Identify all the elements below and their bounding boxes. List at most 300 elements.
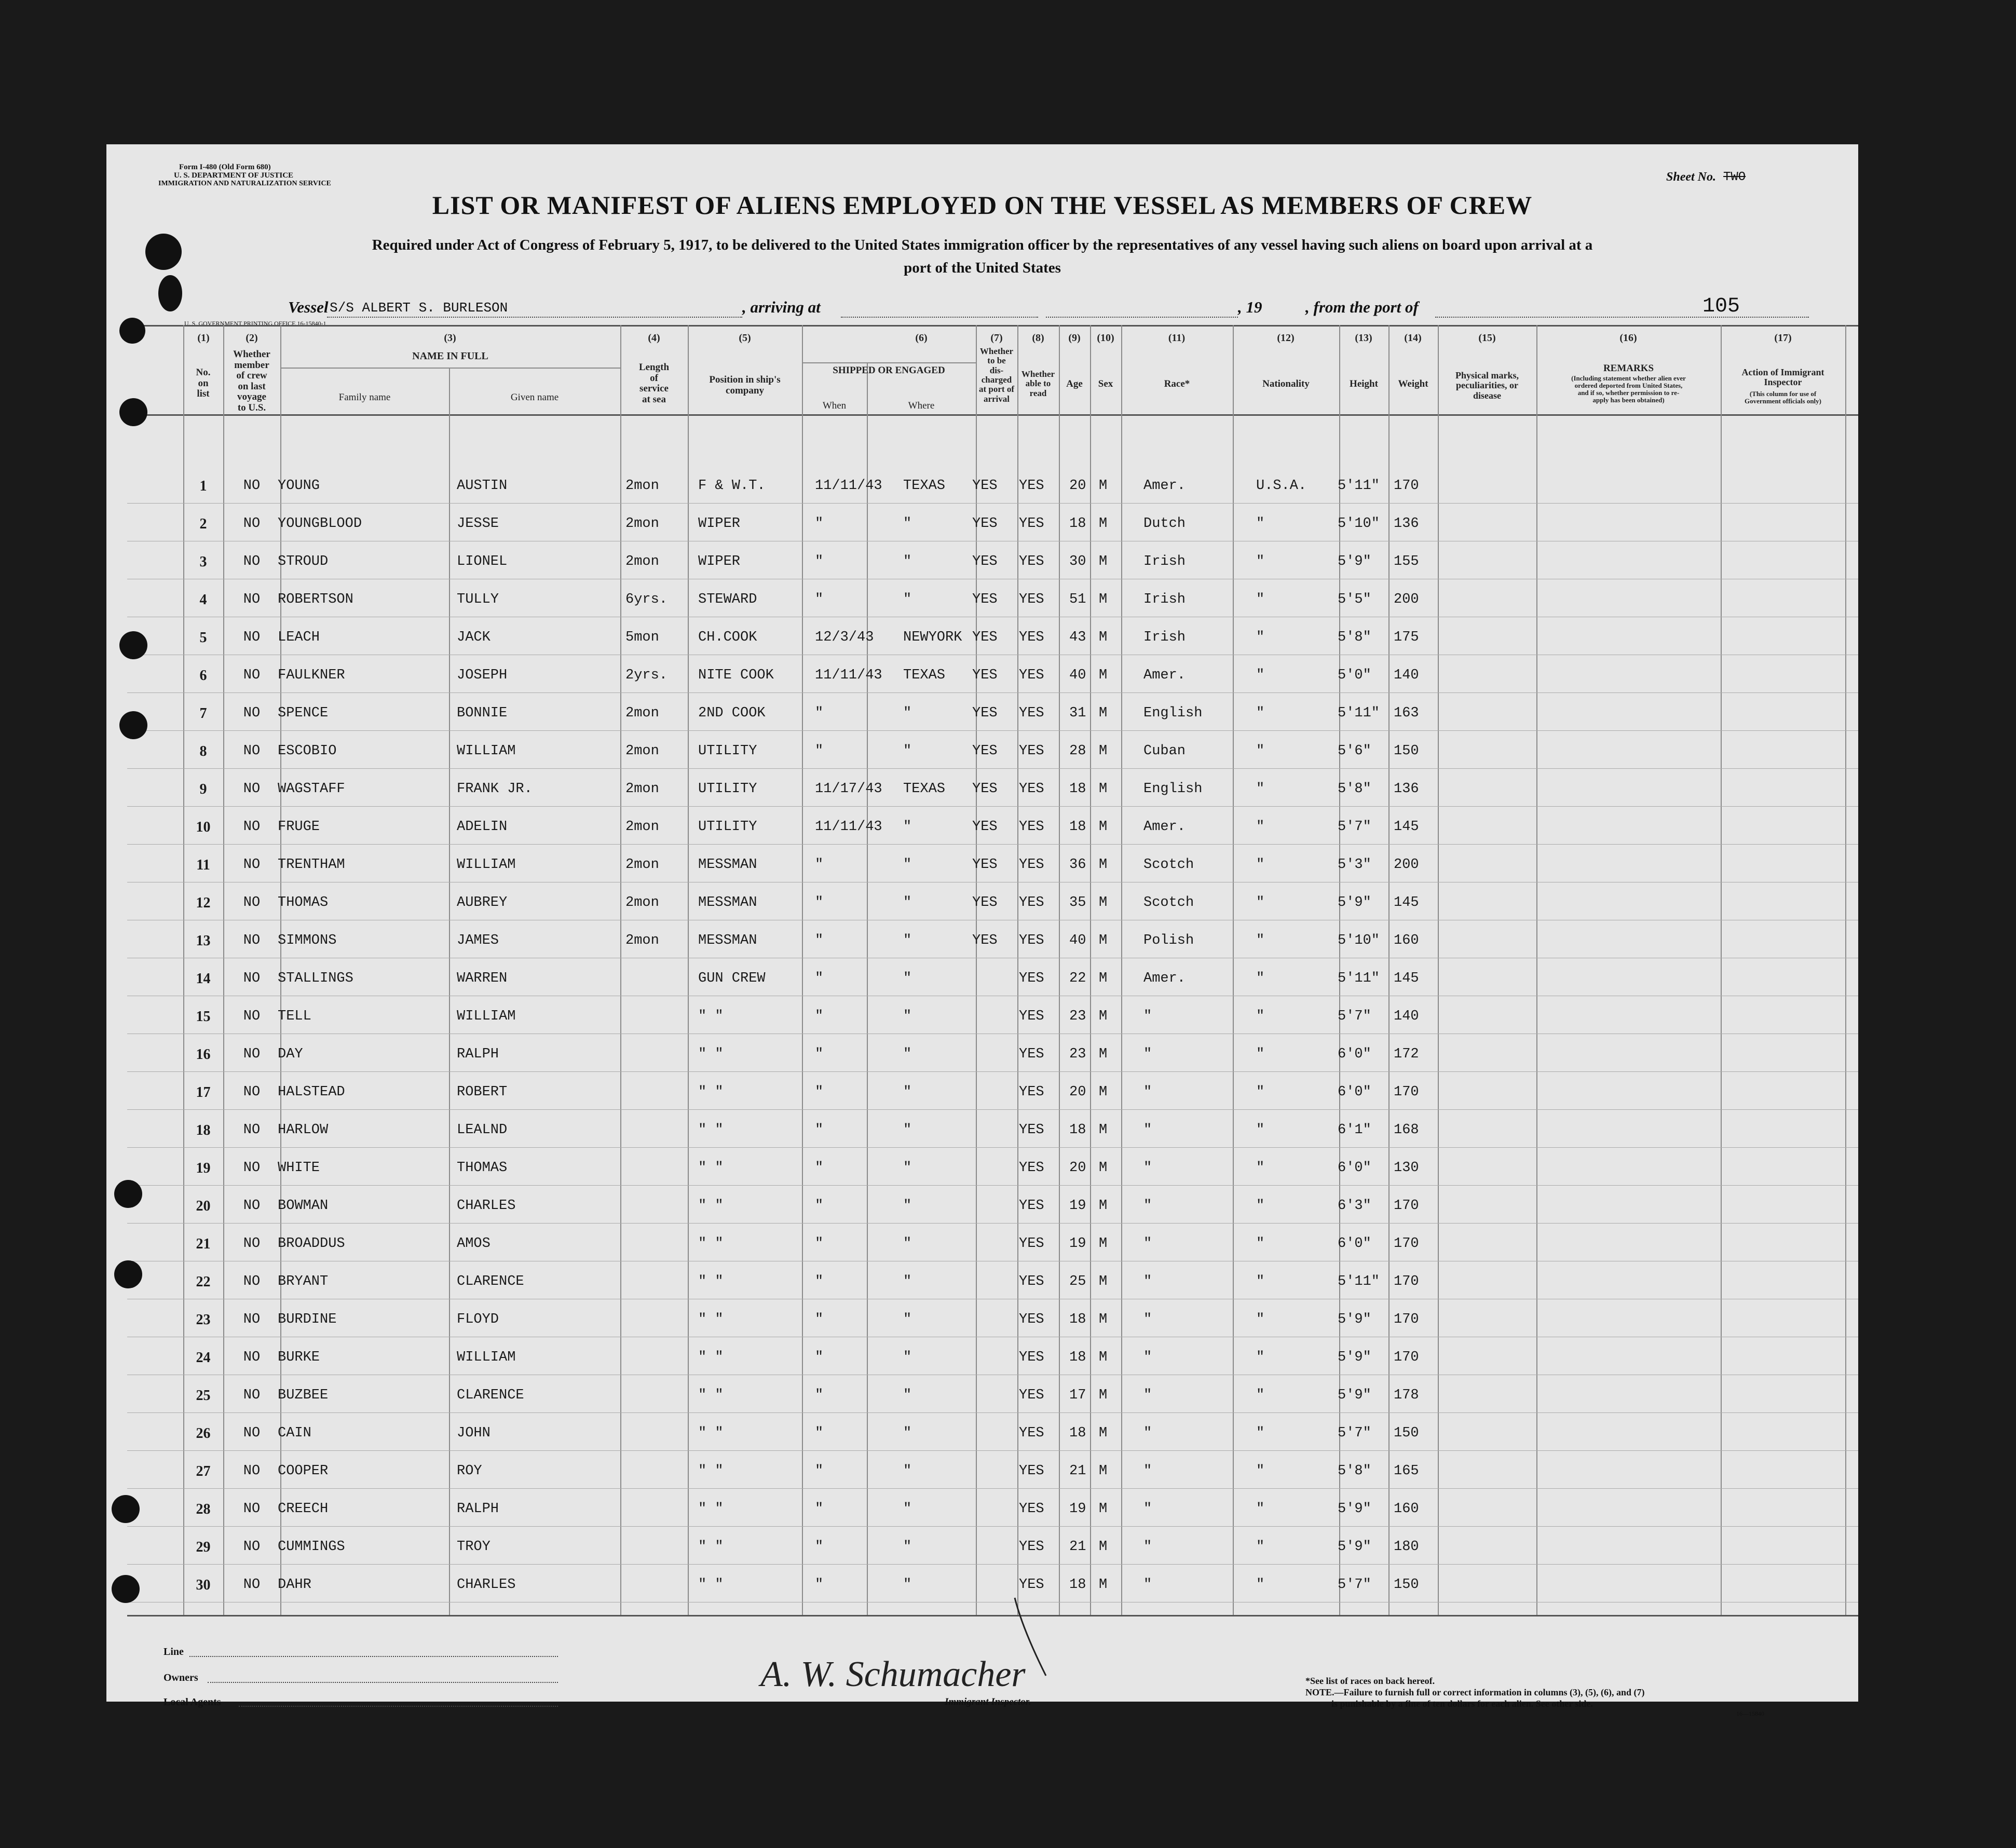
table-row [106, 999, 1858, 1036]
cell-discharged: YES [972, 705, 998, 721]
cell-length-of-service: 2mon [625, 478, 659, 494]
table-row [106, 545, 1858, 581]
cell-list-number: 14 [196, 971, 211, 987]
cell-family-name: FAULKNER [278, 668, 345, 683]
cell-family-name: SIMMONS [278, 933, 337, 948]
cell-list-number: 5 [199, 630, 207, 646]
cell-height: 5'9" [1338, 1350, 1371, 1365]
punch-hole [112, 1495, 140, 1523]
subtitle-line1: Required under Act of Congress of February 5, 1917, to be delivered to the United States immigration officer by the representatives of any vessel having such aliens on board upon arrival at a [372, 237, 1593, 253]
cell-able-to-read: YES [1019, 1084, 1044, 1100]
cell-family-name: STALLINGS [278, 971, 353, 986]
cell-age: 19 [1069, 1501, 1086, 1517]
cell-position: " " [698, 1577, 724, 1593]
cell-given-name: CLARENCE [457, 1274, 524, 1289]
cell-height: 5'7" [1338, 819, 1371, 835]
cell-able-to-read: YES [1019, 1463, 1044, 1479]
header-sex: Sex [1098, 378, 1113, 389]
signature-text: A. W. Schumacher [760, 1654, 1026, 1694]
cell-sex: M [1099, 743, 1108, 759]
cell-shipped-when: " [815, 1501, 824, 1517]
cell-age: 31 [1069, 705, 1086, 721]
cell-sex: M [1099, 1312, 1108, 1327]
cell-sex: M [1099, 1198, 1108, 1214]
cell-sex: M [1099, 1160, 1108, 1176]
cell-height: 5'5" [1338, 592, 1371, 607]
cell-crew-last-voyage: NO [243, 857, 261, 873]
cell-able-to-read: YES [1019, 1577, 1044, 1593]
cell-sex: M [1099, 668, 1108, 683]
header-shipped-engaged: SHIPPED OR ENGAGED [833, 365, 945, 376]
cell-list-number: 15 [196, 1009, 211, 1025]
cell-position: STEWARD [698, 592, 757, 607]
cell-list-number: 11 [196, 857, 210, 873]
cell-weight: 130 [1394, 1160, 1419, 1176]
cell-given-name: CHARLES [457, 1198, 516, 1214]
cell-family-name: LEACH [278, 630, 320, 645]
col8-number: (8) [1032, 332, 1044, 344]
cell-height: 6'1" [1338, 1122, 1371, 1138]
vessel-label: Vessel [288, 298, 329, 316]
cell-age: 18 [1069, 516, 1086, 532]
table-row [106, 961, 1858, 998]
cell-sex: M [1099, 630, 1108, 645]
cell-crew-last-voyage: NO [243, 1274, 261, 1289]
cell-shipped-when: " [815, 895, 824, 911]
cell-able-to-read: YES [1019, 1198, 1044, 1214]
cell-weight: 170 [1394, 1236, 1419, 1252]
cell-given-name: WARREN [457, 971, 508, 986]
print-code: 16—15840 [1736, 1710, 1764, 1717]
cell-race: " [1143, 1009, 1152, 1024]
cell-length-of-service: 2mon [625, 819, 659, 835]
cell-position: " " [698, 1084, 724, 1100]
cell-given-name: FRANK JR. [457, 781, 533, 797]
cell-weight: 150 [1394, 743, 1419, 759]
cell-shipped-when: " [815, 933, 824, 948]
cell-height: 5'8" [1338, 630, 1371, 645]
cell-age: 21 [1069, 1539, 1086, 1555]
cell-height: 5'7" [1338, 1577, 1371, 1593]
cell-sex: M [1099, 516, 1108, 532]
cell-age: 18 [1069, 1122, 1086, 1138]
cell-nationality: " [1256, 1388, 1265, 1403]
cell-list-number: 30 [196, 1577, 211, 1593]
header-remarks: REMARKS [1603, 363, 1654, 374]
table-row [106, 772, 1858, 808]
cell-list-number: 19 [196, 1160, 211, 1176]
cell-race: " [1143, 1501, 1152, 1517]
cell-shipped-when: " [815, 1350, 824, 1365]
cell-weight: 140 [1394, 1009, 1419, 1024]
inspector-label: Immigrant Inspector. [945, 1696, 1031, 1707]
cell-crew-last-voyage: NO [243, 1009, 261, 1024]
cell-shipped-when: " [815, 1274, 824, 1289]
cell-given-name: JESSE [457, 516, 499, 532]
cell-family-name: BROADDUS [278, 1236, 345, 1252]
col9-number: (9) [1068, 332, 1081, 344]
cell-length-of-service: 5mon [625, 630, 659, 645]
cell-position: MESSMAN [698, 933, 757, 948]
cell-position: GUN CREW [698, 971, 766, 986]
subtitle-line2: port of the United States [904, 260, 1061, 276]
table-row [106, 886, 1858, 922]
cell-shipped-where: " [903, 1463, 912, 1479]
cell-weight: 150 [1394, 1577, 1419, 1593]
cell-given-name: LIONEL [457, 554, 508, 569]
header-age: Age [1066, 378, 1083, 389]
cell-shipped-when: " [815, 1577, 824, 1593]
cell-nationality: " [1256, 857, 1265, 873]
table-row [106, 1265, 1858, 1301]
cell-given-name: TROY [457, 1539, 491, 1555]
table-row [106, 1227, 1858, 1263]
cell-discharged: YES [972, 895, 998, 911]
header-crew-last-voyage: Whether member of crew on last voyage to U.S. [233, 349, 270, 413]
cell-able-to-read: YES [1019, 1236, 1044, 1252]
cell-sex: M [1099, 857, 1108, 873]
cell-list-number: 10 [196, 819, 211, 835]
cell-sex: M [1099, 1009, 1108, 1024]
cell-shipped-where: " [903, 1274, 912, 1289]
cell-age: 21 [1069, 1463, 1086, 1479]
cell-nationality: " [1256, 592, 1265, 607]
cell-race: " [1143, 1160, 1152, 1176]
cell-able-to-read: YES [1019, 781, 1044, 797]
cell-shipped-when: " [815, 1463, 824, 1479]
table-row [106, 658, 1858, 695]
cell-weight: 170 [1394, 1084, 1419, 1100]
cell-sex: M [1099, 1084, 1108, 1100]
cell-shipped-where: " [903, 857, 912, 873]
form-service: IMMIGRATION AND NATURALIZATION SERVICE [158, 180, 331, 187]
cell-position: MESSMAN [698, 857, 757, 873]
cell-age: 23 [1069, 1009, 1086, 1024]
cell-nationality: " [1256, 1236, 1265, 1252]
cell-given-name: LEALND [457, 1122, 508, 1138]
punch-hole [119, 398, 147, 426]
cell-able-to-read: YES [1019, 554, 1044, 569]
cell-height: 5'11" [1338, 705, 1380, 721]
table-row [106, 923, 1858, 960]
cell-discharged: YES [972, 819, 998, 835]
cell-family-name: SPENCE [278, 705, 329, 721]
cell-able-to-read: YES [1019, 857, 1044, 873]
cell-sex: M [1099, 1047, 1108, 1062]
cell-discharged: YES [972, 781, 998, 797]
cell-crew-last-voyage: NO [243, 630, 261, 645]
cell-shipped-when: 11/11/43 [815, 668, 882, 683]
cell-nationality: " [1256, 554, 1265, 569]
cell-family-name: HARLOW [278, 1122, 329, 1138]
col13-number: (13) [1355, 332, 1372, 344]
cell-sex: M [1099, 819, 1108, 835]
cell-family-name: CUMMINGS [278, 1539, 345, 1555]
cell-nationality: " [1256, 1274, 1265, 1289]
cell-age: 18 [1069, 781, 1086, 797]
cell-height: 5'9" [1338, 554, 1371, 569]
cell-position: " " [698, 1312, 724, 1327]
cell-crew-last-voyage: NO [243, 554, 261, 569]
cell-shipped-when: " [815, 971, 824, 986]
cell-list-number: 2 [199, 516, 207, 532]
header-remarks-note: (Including statement whether alien ever ordered deported from United States, and if so, whether permission to re- apply has been obtained) [1571, 374, 1686, 404]
col12-number: (12) [1277, 332, 1295, 344]
header-where: Where [908, 400, 935, 411]
table-row [106, 1492, 1858, 1528]
cell-family-name: TELL [278, 1009, 311, 1024]
cell-given-name: AUBREY [457, 895, 508, 911]
cell-height: 6'0" [1338, 1160, 1371, 1176]
cell-sex: M [1099, 1122, 1108, 1138]
punch-hole [114, 1180, 142, 1208]
cell-weight: 172 [1394, 1047, 1419, 1062]
cell-weight: 145 [1394, 819, 1419, 835]
cell-race: " [1143, 1047, 1152, 1062]
cell-able-to-read: YES [1019, 743, 1044, 759]
cell-list-number: 12 [196, 895, 211, 911]
cell-able-to-read: YES [1019, 933, 1044, 948]
cell-able-to-read: YES [1019, 971, 1044, 986]
cell-list-number: 24 [196, 1350, 211, 1366]
cell-sex: M [1099, 592, 1108, 607]
cell-height: 5'9" [1338, 1501, 1371, 1517]
cell-able-to-read: YES [1019, 1274, 1044, 1289]
cell-age: 20 [1069, 1160, 1086, 1176]
header-race: Race* [1164, 378, 1190, 389]
cell-shipped-when: " [815, 554, 824, 569]
cell-age: 22 [1069, 971, 1086, 986]
cell-crew-last-voyage: NO [243, 592, 261, 607]
cell-weight: 170 [1394, 1312, 1419, 1327]
cell-weight: 155 [1394, 554, 1419, 569]
cell-weight: 170 [1394, 1198, 1419, 1214]
cell-crew-last-voyage: NO [243, 705, 261, 721]
cell-family-name: YOUNG [278, 478, 320, 494]
cell-height: 5'8" [1338, 781, 1371, 797]
cell-age: 51 [1069, 592, 1086, 607]
cell-able-to-read: YES [1019, 1009, 1044, 1024]
col11-number: (11) [1168, 332, 1186, 344]
page-number: 105 [1702, 295, 1740, 318]
cell-discharged: YES [972, 668, 998, 683]
cell-position: " " [698, 1236, 724, 1252]
cell-position: 2ND COOK [698, 705, 766, 721]
cell-given-name: JOSEPH [457, 668, 508, 683]
cell-race: Scotch [1143, 857, 1194, 873]
cell-family-name: DAY [278, 1047, 303, 1062]
cell-able-to-read: YES [1019, 1312, 1044, 1327]
owners-label: Owners [164, 1672, 198, 1683]
cell-weight: 150 [1394, 1425, 1419, 1441]
cell-position: " " [698, 1009, 724, 1024]
cell-height: 5'10" [1338, 933, 1380, 948]
header-inspector-action: Action of Immigrant Inspector [1741, 367, 1824, 388]
note-line1: NOTE.—Failure to furnish full or correct information in columns (3), (5), (6), and (7) [1305, 1687, 1645, 1697]
sheet-number-value: TWO [1723, 170, 1746, 184]
cell-sex: M [1099, 781, 1108, 797]
table-row [106, 1416, 1858, 1452]
cell-sex: M [1099, 895, 1108, 911]
cell-length-of-service: 2mon [625, 857, 659, 873]
cell-able-to-read: YES [1019, 1539, 1044, 1555]
table-row [106, 696, 1858, 732]
cell-position: " " [698, 1198, 724, 1214]
cell-list-number: 6 [199, 668, 207, 684]
cell-shipped-where: " [903, 1122, 912, 1138]
cell-able-to-read: YES [1019, 1388, 1044, 1403]
cell-crew-last-voyage: NO [243, 1388, 261, 1403]
cell-list-number: 17 [196, 1084, 211, 1100]
cell-crew-last-voyage: NO [243, 1160, 261, 1176]
col1-number: (1) [197, 332, 210, 344]
cell-list-number: 3 [199, 554, 207, 570]
cell-list-number: 28 [196, 1501, 211, 1517]
cell-able-to-read: YES [1019, 1047, 1044, 1062]
cell-race: Irish [1143, 630, 1186, 645]
cell-position: " " [698, 1160, 724, 1176]
cell-given-name: WILLIAM [457, 1009, 516, 1024]
cell-crew-last-voyage: NO [243, 516, 261, 532]
header-height: Height [1350, 378, 1378, 389]
cell-list-number: 13 [196, 933, 211, 949]
cell-crew-last-voyage: NO [243, 1312, 261, 1327]
cell-weight: 168 [1394, 1122, 1419, 1138]
cell-position: " " [698, 1350, 724, 1365]
cell-position: MESSMAN [698, 895, 757, 911]
cell-given-name: ADELIN [457, 819, 508, 835]
cell-age: 35 [1069, 895, 1086, 911]
cell-given-name: WILLIAM [457, 743, 516, 759]
cell-race: " [1143, 1388, 1152, 1403]
cell-age: 18 [1069, 1312, 1086, 1327]
cell-able-to-read: YES [1019, 630, 1044, 645]
year-label: , 19 [1238, 298, 1262, 316]
table-row [106, 1075, 1858, 1111]
cell-height: 5'7" [1338, 1425, 1371, 1441]
cell-height: 5'9" [1338, 1312, 1371, 1327]
cell-race: " [1143, 1577, 1152, 1593]
agents-label: Local Agents [164, 1696, 221, 1708]
cell-age: 17 [1069, 1388, 1086, 1403]
cell-shipped-when: " [815, 857, 824, 873]
cell-nationality: " [1256, 1312, 1265, 1327]
cell-age: 23 [1069, 1047, 1086, 1062]
cell-nationality: " [1256, 516, 1265, 532]
cell-family-name: DAHR [278, 1577, 311, 1593]
from-port-label: , from the port of [1305, 298, 1419, 316]
cell-list-number: 8 [199, 743, 207, 759]
cell-shipped-when: 11/17/43 [815, 781, 882, 797]
cell-shipped-when: " [815, 1236, 824, 1252]
cell-crew-last-voyage: NO [243, 1047, 261, 1062]
cell-shipped-when: " [815, 1122, 824, 1138]
cell-shipped-when: " [815, 1312, 824, 1327]
cell-given-name: JAMES [457, 933, 499, 948]
cell-shipped-where: " [903, 1350, 912, 1365]
cell-family-name: WHITE [278, 1160, 320, 1176]
cell-crew-last-voyage: NO [243, 971, 261, 986]
cell-family-name: BURKE [278, 1350, 320, 1365]
cell-race: Polish [1143, 933, 1194, 948]
cell-family-name: WAGSTAFF [278, 781, 345, 797]
cell-race: Amer. [1143, 478, 1186, 494]
cell-list-number: 1 [199, 478, 207, 494]
cell-race: Cuban [1143, 743, 1186, 759]
table-row [106, 810, 1858, 846]
cell-shipped-where: " [903, 1160, 912, 1176]
cell-family-name: FRUGE [278, 819, 320, 835]
cell-nationality: " [1256, 1539, 1265, 1555]
cell-sex: M [1099, 1236, 1108, 1252]
cell-discharged: YES [972, 857, 998, 873]
cell-shipped-where: " [903, 592, 912, 607]
cell-nationality: " [1256, 1084, 1265, 1100]
cell-sex: M [1099, 1388, 1108, 1403]
cell-race: " [1143, 1084, 1152, 1100]
cell-weight: 175 [1394, 630, 1419, 645]
header-weight: Weight [1398, 378, 1428, 389]
cell-shipped-where: NEWYORK [903, 630, 962, 645]
cell-family-name: HALSTEAD [278, 1084, 345, 1100]
cell-crew-last-voyage: NO [243, 1122, 261, 1138]
cell-list-number: 22 [196, 1274, 211, 1290]
cell-length-of-service: 2mon [625, 781, 659, 797]
cell-shipped-where: " [903, 819, 912, 835]
cell-shipped-where: TEXAS [903, 668, 946, 683]
cell-sex: M [1099, 971, 1108, 986]
cell-height: 5'8" [1338, 1463, 1371, 1479]
punch-hole [114, 1260, 142, 1288]
cell-crew-last-voyage: NO [243, 1539, 261, 1555]
cell-crew-last-voyage: NO [243, 668, 261, 683]
cell-race: Irish [1143, 554, 1186, 569]
form-number: Form I-480 (Old Form 680) [179, 163, 271, 171]
cell-position: UTILITY [698, 781, 757, 797]
cell-family-name: YOUNGBLOOD [278, 516, 362, 532]
punch-hole [158, 275, 182, 311]
cell-shipped-where: " [903, 1577, 912, 1593]
sheet-number-label: Sheet No. [1666, 170, 1716, 184]
cell-able-to-read: YES [1019, 1501, 1044, 1517]
cell-crew-last-voyage: NO [243, 1463, 261, 1479]
cell-given-name: WILLIAM [457, 1350, 516, 1365]
header-name-in-full: NAME IN FULL [412, 350, 488, 362]
cell-family-name: CREECH [278, 1501, 329, 1517]
cell-age: 30 [1069, 554, 1086, 569]
cell-able-to-read: YES [1019, 516, 1044, 532]
cell-shipped-where: " [903, 971, 912, 986]
cell-sex: M [1099, 1274, 1108, 1289]
manifest-sheet [106, 144, 1858, 1717]
table-row [106, 1037, 1858, 1074]
cell-height: 5'9" [1338, 1388, 1371, 1403]
cell-age: 19 [1069, 1236, 1086, 1252]
cell-list-number: 18 [196, 1122, 211, 1138]
cell-weight: 160 [1394, 933, 1419, 948]
cell-age: 40 [1069, 933, 1086, 948]
cell-shipped-where: " [903, 1312, 912, 1327]
cell-shipped-where: " [903, 1047, 912, 1062]
cell-list-number: 25 [196, 1388, 211, 1404]
cell-given-name: BONNIE [457, 705, 508, 721]
cell-shipped-where: TEXAS [903, 781, 946, 797]
cell-shipped-where: " [903, 1539, 912, 1555]
inspector-signature [755, 1587, 1108, 1702]
cell-shipped-when: " [815, 1198, 824, 1214]
cell-crew-last-voyage: NO [243, 743, 261, 759]
table-row [106, 1454, 1858, 1490]
